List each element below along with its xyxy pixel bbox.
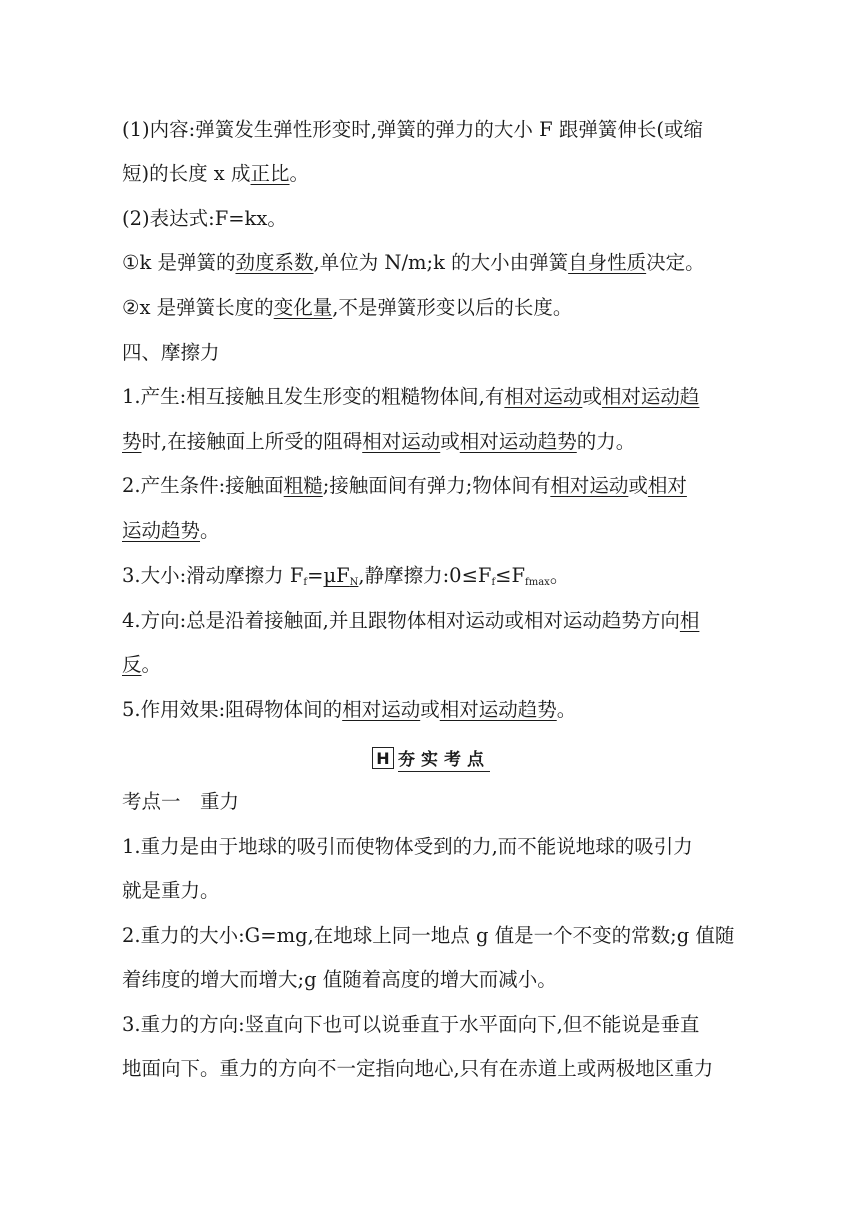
text-line: 3.大小:滑动摩擦力 $F_f=\mu F_N$,静摩擦力$:0\le F_f\le F_{fmax}$。: [122, 564, 570, 588]
text-line: 反。: [122, 653, 162, 676]
text-line: 地面向下。重力的方向不一定指向地心,只有在赤道上或两极地区重力: [122, 1057, 714, 1080]
text-line: 5.作用效果:阻碍物体间的相对运动或相对运动趋势。: [122, 698, 577, 721]
answer-blank: 相对运动趋: [601, 385, 700, 408]
answer-blank: 正比: [250, 162, 290, 185]
text-line: (2)表达式:F=kx。: [122, 207, 287, 230]
badge-letter: H: [372, 747, 394, 769]
answer-blank: 变化量: [273, 296, 333, 319]
answer-blank: $\mu F_N$: [323, 564, 359, 588]
answer-blank: 相对运动: [504, 385, 583, 408]
text-line: 着纬度的增大而增大;g 值随着高度的增大而减小。: [122, 968, 557, 991]
text-line: 4.方向:总是沿着接触面,并且跟物体相对运动或相对运动趋势方向相: [122, 609, 700, 632]
answer-blank: 运动趋势: [122, 519, 201, 542]
answer-blank: 劲度系数: [235, 251, 314, 274]
text-line: 3.重力的方向:竖直向下也可以说垂直于水平面向下,但不能说是垂直: [122, 1013, 700, 1036]
text-line: 2.产生条件:接触面粗糙;接触面间有弹力;物体间有相对运动或相对: [122, 474, 687, 497]
answer-blank: 相对运动趋势: [459, 430, 577, 453]
section-badge: [372, 747, 490, 769]
answer-blank: 粗糙: [283, 474, 323, 497]
text-line: 1.重力是由于地球的吸引而使物体受到的力,而不能说地球的吸引力: [122, 835, 693, 858]
answer-blank: 反: [122, 653, 142, 676]
text-line: 2.重力的大小:G=mg,在地球上同一地点 g 值是一个不变的常数;g 值随: [122, 924, 735, 947]
text-line: 就是重力。: [122, 879, 220, 902]
answer-blank: 相对: [647, 474, 687, 497]
text-line: 1.产生:相互接触且发生形变的粗糙物体间,有相对运动或相对运动趋: [122, 385, 700, 408]
answer-blank: 相对运动: [342, 698, 421, 721]
answer-blank: 相对运动: [550, 474, 629, 497]
text-line: ①k 是弹簧的劲度系数,单位为 N/m;k 的大小由弹簧自身性质决定。: [122, 251, 705, 274]
text-line: ②x 是弹簧长度的变化量,不是弹簧形变以后的长度。: [122, 296, 573, 319]
section-heading: 四、摩擦力: [122, 341, 220, 364]
text-line: 运动趋势。: [122, 519, 220, 542]
answer-blank: 势: [122, 430, 142, 453]
answer-blank: 自身性质: [568, 251, 647, 274]
answer-blank: 相对运动趋势: [439, 698, 557, 721]
section-heading: 考点一 重力: [122, 790, 240, 813]
answer-blank: 相对运动: [362, 430, 441, 453]
badge-title: 夯实考点: [398, 745, 490, 772]
text-line: 势时,在接触面上所受的阻碍相对运动或相对运动趋势的力。: [122, 430, 636, 453]
text-line: 短)的长度 x 成正比。: [122, 162, 310, 185]
text-line: (1)内容:弹簧发生弹性形变时,弹簧的弹力的大小 F 跟弹簧伸长(或缩: [122, 118, 703, 141]
answer-blank: 相: [679, 609, 700, 632]
